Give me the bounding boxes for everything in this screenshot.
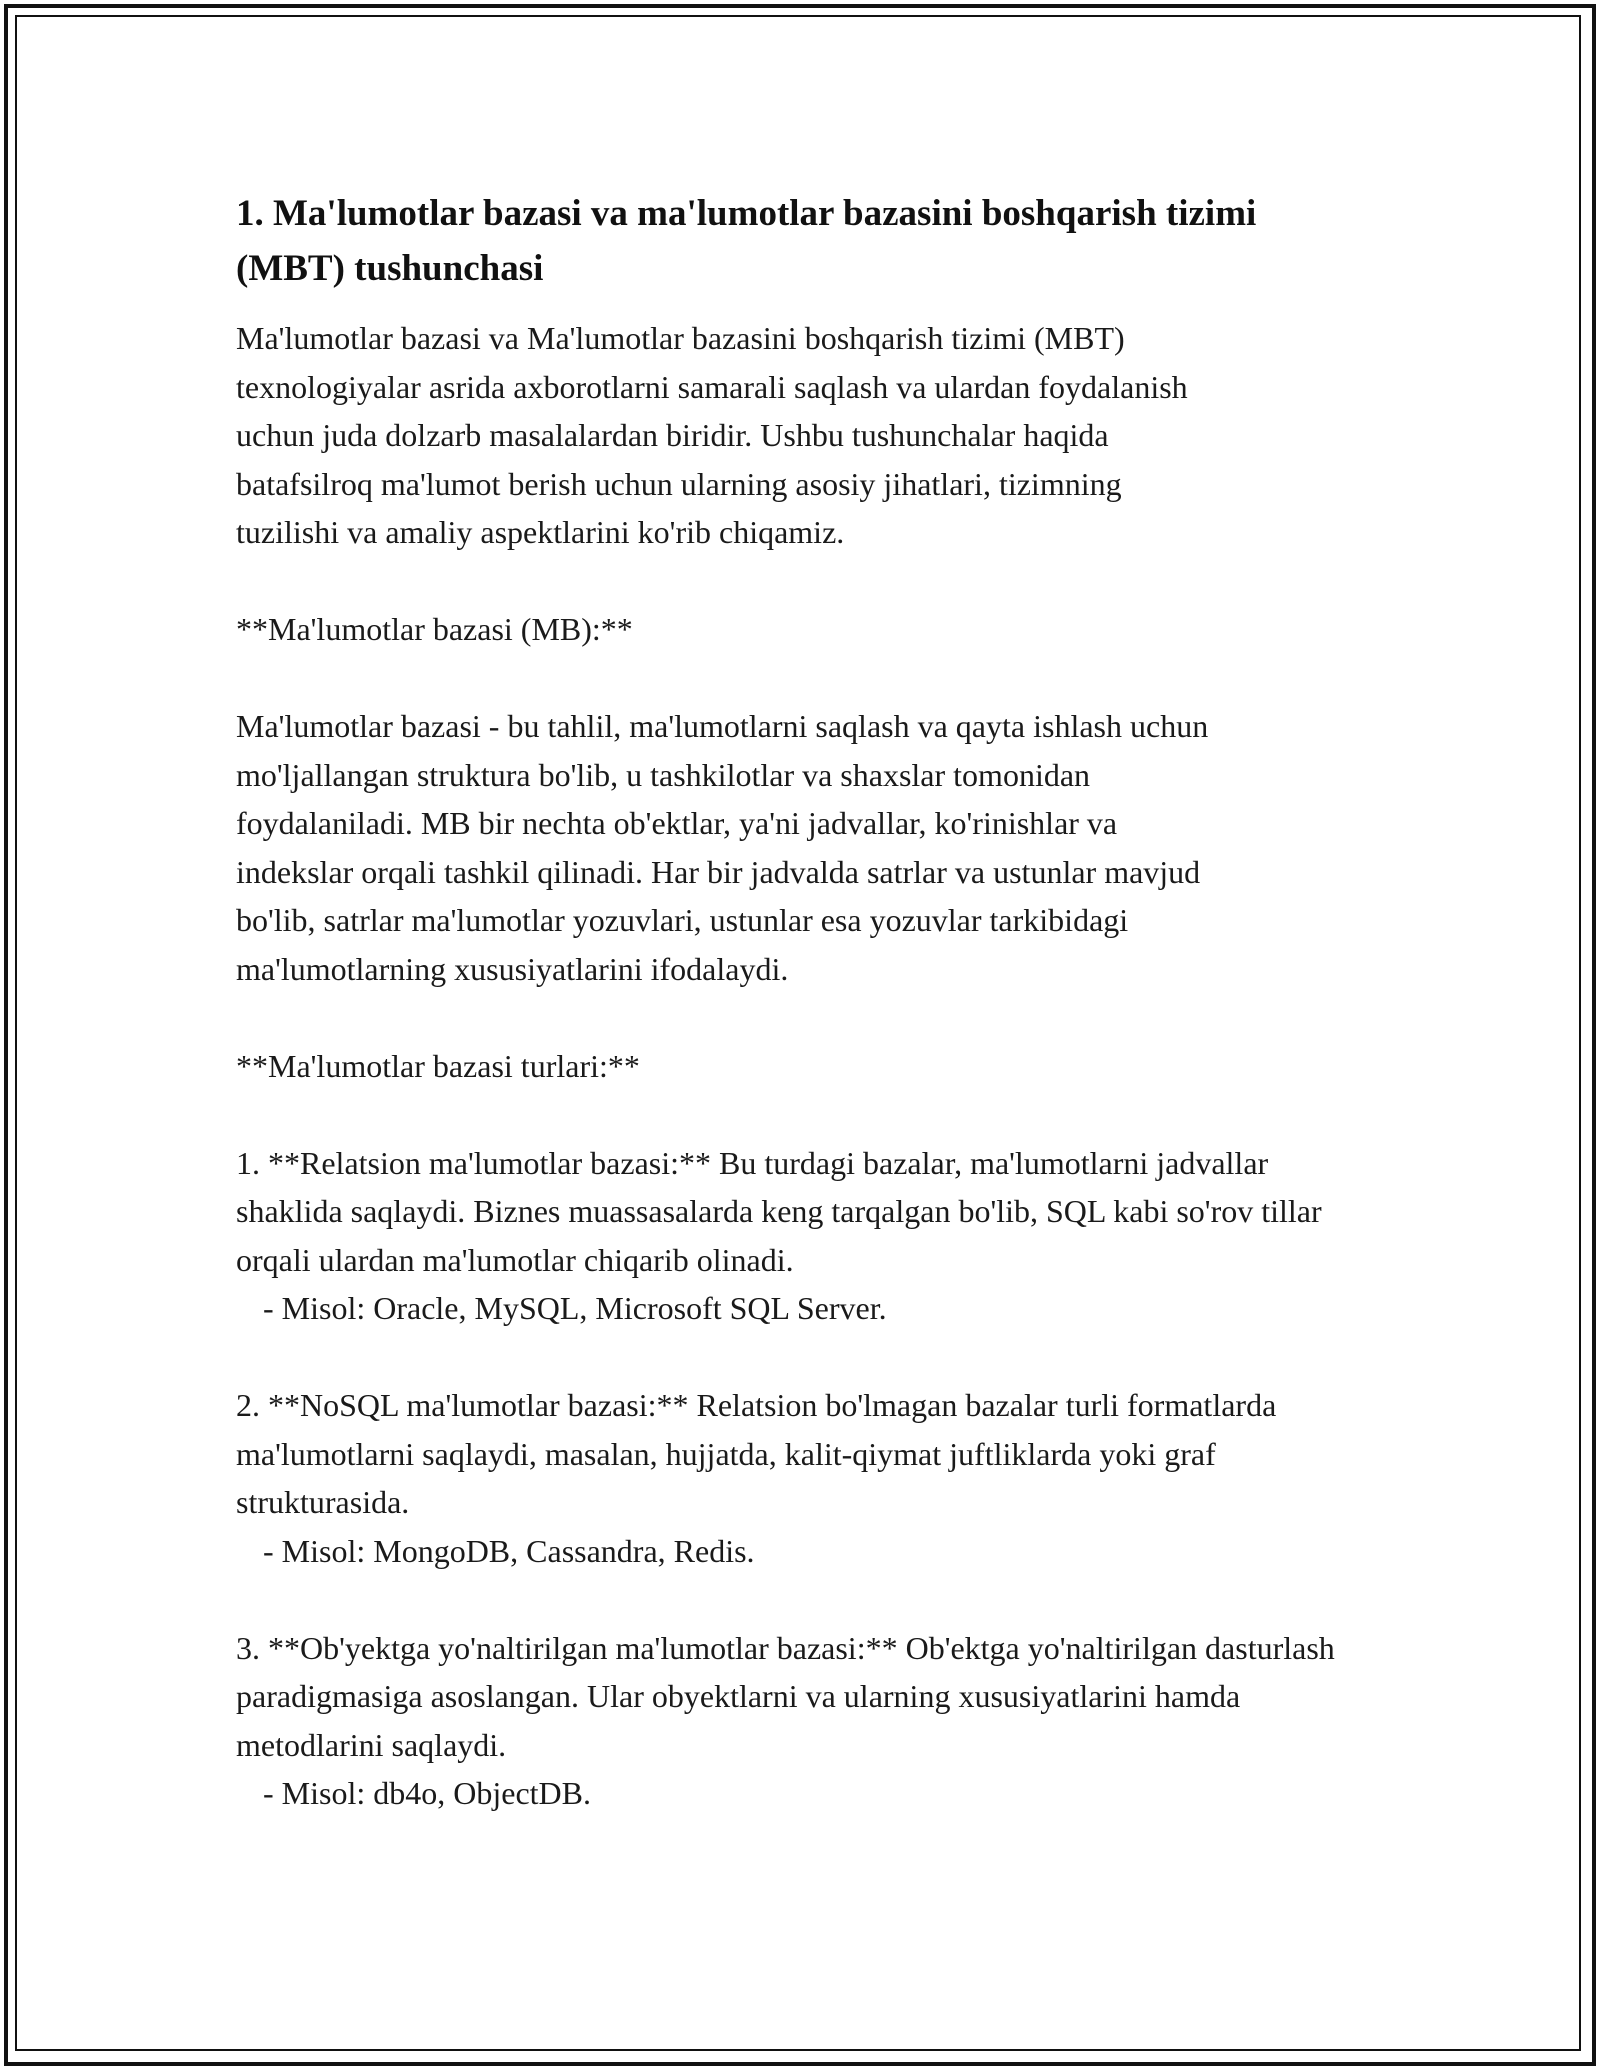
mb-description-paragraph: Ma'lumotlar bazasi - bu tahlil, ma'lumotlarni saqlash va qayta ishlash uchun mo'ljallangan struktura bo'lib, u tashkilotlar va shaxslar tomonidan foydalaniladi. MB bir nechta ob'ektlar, ya'ni jadvallar, ko'rinishlar va indekslar orqali tashkil qilinadi. Har bir jadvalda satrlar va ustunlar mavjud bo'lib, satrlar ma'lumotlar yozuvlari, ustunlar esa yozuvlar tarkibidagi ma'lumotlarning xususiyatlarini ifodalaydi. xyxy=(236,708,1209,987)
list-item-nosql xyxy=(236,1381,1366,1575)
list-item-example: - Misol: MongoDB, Cassandra, Redis. xyxy=(263,1532,755,1569)
document-body xyxy=(236,186,1366,1866)
list-item-text: 3. **Ob'yektga yo'naltirilgan ma'lumotlar bazasi:** Ob'ektga yo'naltirilgan dasturlash paradigmasiga asoslangan. Ular obyektlarni va ularning xususiyatlarini hamda metodlarini saqlaydi. xyxy=(236,1629,1335,1763)
intro-paragraph: Ma'lumotlar bazasi va Ma'lumotlar bazasini boshqarish tizimi (MBT) texnologiyalar asrida axborotlarni samarali saqlash va ulardan foydalanish uchun juda dolzarb masalalardan biridir. Ushbu tushunchalar haqida batafsilroq ma'lumot berish uchun ularning asosiy jihatlari, tizimning tuzilishi va amaliy aspektlarini ko'rib chiqamiz. xyxy=(236,320,1188,550)
list-item-text: 2. **NoSQL ma'lumotlar bazasi:** Relatsion bo'lmagan bazalar turli formatlarda ma'lumotlarni saqlaydi, masalan, hujjatda, kalit-qiymat juftliklarda yoki graf strukturasida. xyxy=(236,1387,1277,1520)
list-item-object-oriented xyxy=(236,1624,1366,1818)
section-title-types: **Ma'lumotlar bazasi turlari:** xyxy=(236,1047,640,1084)
list-item-example: - Misol: Oracle, MySQL, Microsoft SQL Server. xyxy=(263,1290,887,1326)
list-item-text: 1. **Relatsion ma'lumotlar bazasi:** Bu turdagi bazalar, ma'lumotlarni jadvallar shaklida saqlaydi. Biznes muassasalarda keng tarqalgan bo'lib, SQL kabi so'rov tillar orqali ulardan ma'lumotlar chiqarib olinadi. xyxy=(236,1144,1322,1278)
section-title-mb: **Ma'lumotlar bazasi (MB):** xyxy=(236,611,633,647)
list-item-example: - Misol: db4o, ObjectDB. xyxy=(263,1775,591,1811)
document-heading: 1. Ma'lumotlar bazasi va ma'lumotlar bazasini boshqarish tizimi (MBT) tushunchasi xyxy=(236,193,1257,289)
list-item-relational xyxy=(236,1139,1366,1333)
